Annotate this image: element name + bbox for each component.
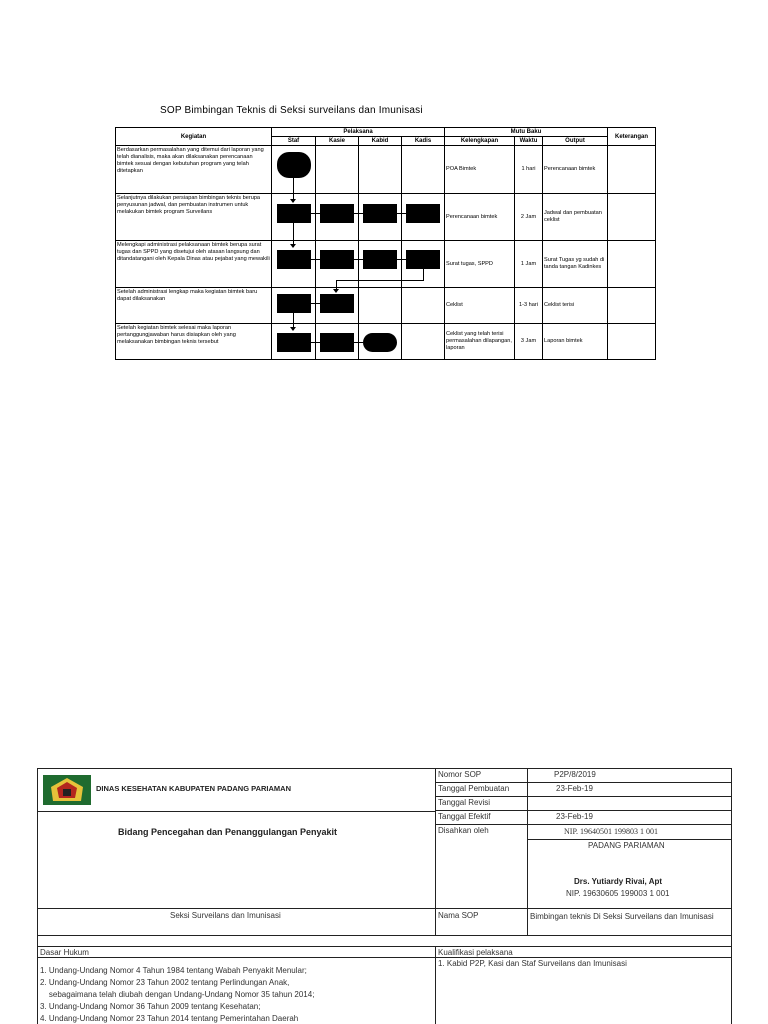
tgl-pembuatan-value: 23-Feb-19 (556, 784, 593, 793)
row-4-output: Ceklist terisi (542, 287, 608, 324)
flow-connector (311, 342, 320, 343)
flow-process-kasie (320, 333, 354, 352)
tgl-pembuatan-label-cell (435, 782, 528, 797)
row-1-kadis (401, 145, 445, 194)
row-5-waktu: 3 Jam (514, 323, 543, 360)
flow-process-staf (277, 294, 311, 313)
disahkan-value-cell (527, 824, 732, 909)
document-title: SOP Bimbingan Teknis di Seksi surveilans dan Imunisasi (160, 105, 423, 116)
nomor-sop-label: Nomor SOP (438, 770, 482, 779)
row-4-kelengkapan: Ceklist (444, 287, 515, 324)
flow-arrow-down (290, 244, 296, 248)
nomor-sop-value: P2P/8/2019 (554, 770, 596, 779)
row-4-kadis (401, 287, 445, 324)
row-5-output: Laporan bimtek (542, 323, 608, 360)
flow-connector (311, 303, 320, 304)
row-3-kelengkapan: Surat tugas, SPPD (444, 240, 515, 288)
bidang-cell (37, 811, 436, 909)
flow-process-staf (277, 250, 311, 269)
tgl-efektif-label-cell (435, 810, 528, 825)
row-1-output: Perencanaan bimtek (542, 145, 608, 194)
header-mutu-baku: Mutu Baku (444, 127, 608, 137)
dasar-hukum-item: 2. Undang-Undang Nomor 23 Tahun 2002 tentang Perlindungan Anak, (40, 978, 290, 987)
flow-process-staf (277, 333, 311, 352)
kualifikasi-content (435, 957, 732, 1024)
flow-arrow-down (290, 199, 296, 203)
row-5-kegiatan: Setelah kegiatan bimtek selesai maka laporan pertanggungjawaban harus disiapkan oleh yang melaksanakan bimbingan teknis tersebut (115, 323, 272, 360)
row-2-kelengkapan: Perencanaan bimtek (444, 193, 515, 241)
flow-connector (311, 259, 320, 260)
row-2-keterangan (607, 193, 656, 241)
row-2-kegiatan: Selanjutnya dilakukan persiapan bimbingan teknis berupa penyusunan jadwal, dan pembuatan instrumen untuk melakukan bimtek program Surveilans (115, 193, 272, 241)
sop-flow-table (115, 127, 656, 360)
kualifikasi-item: 1. Kabid P2P, Kasi dan Staf Surveilans dan Imunisasi (438, 959, 627, 968)
tgl-pembuatan-value-cell (527, 782, 732, 797)
kualifikasi-label: Kualifikasi pelaksana (438, 948, 513, 957)
flow-start-oval (277, 152, 311, 178)
flow-process-kadis (406, 204, 440, 223)
flow-connector (354, 213, 363, 214)
tgl-revisi-label-cell (435, 796, 528, 811)
header-pelaksana: Pelaksana (271, 127, 445, 137)
row-4-kabid (358, 287, 402, 324)
tgl-revisi-value-cell (527, 796, 732, 811)
sop-form (37, 768, 732, 1024)
dasar-hukum-label: Dasar Hukum (40, 948, 89, 957)
agency-header (37, 768, 436, 812)
nomor-sop-label-cell (435, 768, 528, 783)
flow-connector (336, 280, 424, 281)
row-4-keterangan (607, 287, 656, 324)
flow-connector (397, 259, 406, 260)
row-5-kadis (401, 323, 445, 360)
row-4-waktu: 1-3 hari (514, 287, 543, 324)
flow-arrow-down (333, 289, 339, 293)
seksi-cell (37, 908, 436, 936)
agency-name: DINAS KESEHATAN KABUPATEN PADANG PARIAMAN (96, 784, 291, 793)
tgl-efektif-label: Tanggal Efektif (438, 812, 491, 821)
row-3-keterangan (607, 240, 656, 288)
row-4-kegiatan: Setelah administrasi lengkap maka kegiatan bimtek baru dapat dilaksanakan (115, 287, 272, 324)
header-kadis: Kadis (401, 136, 445, 146)
flow-arrow-down (290, 327, 296, 331)
row-1-kabid (358, 145, 402, 194)
row-1-kelengkapan: POA Bimtek (444, 145, 515, 194)
dasar-hukum-item: 1. Undang-Undang Nomor 4 Tahun 1984 tentang Wabah Penyakit Menular; (40, 966, 307, 975)
header-kegiatan: Kegiatan (115, 127, 272, 146)
dasar-hukum-item: 4. Undang-Undang Nomor 23 Tahun 2014 tentang Pemerintahan Daerah (40, 1014, 299, 1023)
row-5-kelengkapan: Ceklist yang telah terisi permasalahan dilapangan, laporan (444, 323, 515, 360)
flow-process-kabid (363, 204, 397, 223)
flow-process-kabid (363, 250, 397, 269)
row-1-kasie (315, 145, 359, 194)
flow-process-kadis (406, 250, 440, 269)
tgl-pembuatan-label: Tanggal Pembuatan (438, 784, 510, 793)
header-kelengkapan: Kelengkapan (444, 136, 515, 146)
nama-sop-value: Bimbingan teknis Di Seksi Surveilans dan Imunisasi (530, 912, 714, 921)
header-output: Output (542, 136, 608, 146)
row-1-kegiatan: Berdasarkan permasalahan yang ditemui dari laporan yang telah dianalisis, maka akan dilaksanakan perencanaan bimtek sesuai dengan kebutuhan program yang telah ditetapkan (115, 145, 272, 194)
divider (528, 839, 731, 840)
flow-process-kasie (320, 250, 354, 269)
disahkan-place: PADANG PARIAMAN (588, 841, 665, 850)
flow-connector (311, 213, 320, 214)
dasar-hukum-item: sebagaimana telah diubah dengan Undang-Undang Nomor 35 tahun 2014; (40, 990, 315, 999)
row-3-kegiatan: Melengkapi administrasi pelaksanaan bimtek berupa surat tugas dan SPPD yang disetujui oleh atasan langsung dan ditandatangani oleh Kepala Dinas atau pejabat yang mewakili (115, 240, 272, 288)
header-kasie: Kasie (315, 136, 359, 146)
seksi-name: Seksi Surveilans dan Imunisasi (170, 911, 281, 920)
tgl-efektif-value: 23-Feb-19 (556, 812, 593, 821)
flow-process-kasie (320, 204, 354, 223)
flow-connector (423, 269, 424, 280)
regency-emblem-icon (43, 775, 91, 805)
row-1-keterangan (607, 145, 656, 194)
row-5-keterangan (607, 323, 656, 360)
bidang-name: Bidang Pencegahan dan Penanggulangan Penyakit (118, 827, 338, 837)
signer-nip: NIP. 19630605 199003 1 001 (566, 889, 670, 898)
signer-name: Drs. Yutiardy Rivai, Apt (574, 877, 663, 886)
disahkan-label-cell (435, 824, 528, 909)
nama-sop-value-cell (527, 908, 732, 936)
disahkan-nip-top: NIP. 19640501 199803 1 001 (564, 827, 659, 836)
nama-sop-label: Nama SOP (438, 911, 479, 920)
flow-connector (397, 213, 406, 214)
row-1-waktu: 1 hari (514, 145, 543, 194)
flow-end-oval (363, 333, 397, 352)
flow-process-staf (277, 204, 311, 223)
flow-connector (354, 342, 363, 343)
disahkan-label: Disahkan oleh (438, 826, 489, 835)
header-kabid: Kabid (358, 136, 402, 146)
row-3-waktu: 1 Jam (514, 240, 543, 288)
dasar-hukum-item: 3. Undang-Undang Nomor 36 Tahun 2009 tentang Kesehatan; (40, 1002, 261, 1011)
flow-process-kasie (320, 294, 354, 313)
tgl-efektif-value-cell (527, 810, 732, 825)
header-keterangan: Keterangan (607, 127, 656, 146)
row-3-output: Surat Tugas yg sudah di tanda tangan Kadinkes (542, 240, 608, 288)
nomor-sop-value-cell (527, 768, 732, 783)
header-staf: Staf (271, 136, 316, 146)
header-waktu: Waktu (514, 136, 543, 146)
row-2-waktu: 2 Jam (514, 193, 543, 241)
nama-sop-label-cell (435, 908, 528, 936)
tgl-revisi-label: Tanggal Revisi (438, 798, 491, 807)
flow-connector (354, 259, 363, 260)
dasar-hukum-content (37, 957, 436, 1024)
row-2-output: Jadwal dan pembuatan ceklist (542, 193, 608, 241)
